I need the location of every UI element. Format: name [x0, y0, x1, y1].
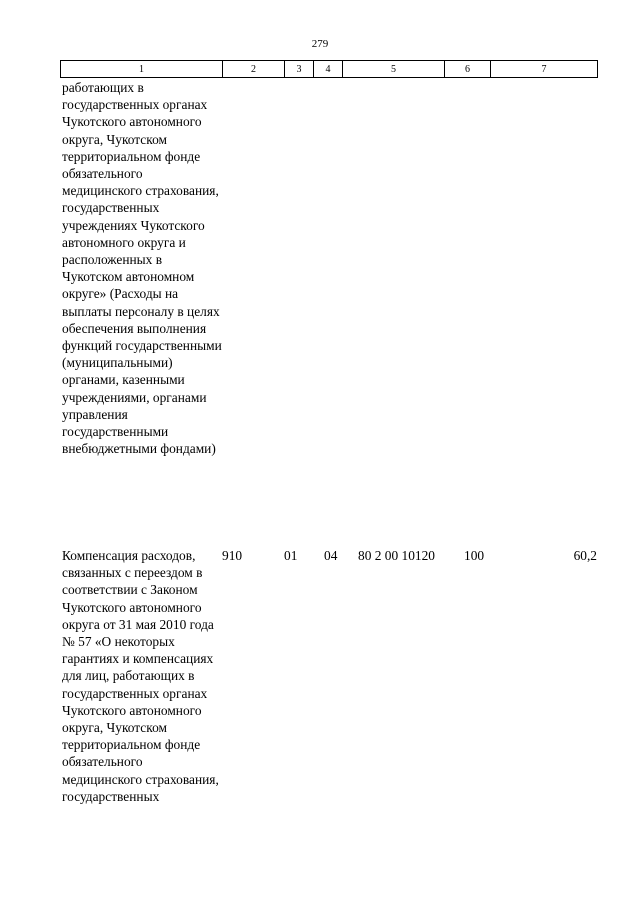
column-number: 1: [61, 61, 223, 78]
column-number-row: [61, 61, 598, 78]
section-code: 01: [284, 548, 298, 563]
target-article-code: 80 2 00 10120: [358, 548, 435, 563]
column-number: 5: [343, 61, 445, 78]
column-number: 4: [314, 61, 343, 78]
amount-value: 60,2: [573, 548, 597, 563]
subsection-code: 04: [324, 548, 338, 563]
column-number: 6: [445, 61, 491, 78]
expense-type-code: 100: [464, 548, 485, 563]
row-description: Компенсация расходов, связанных с переездом в соответствии с Законом Чукотского автономного округа от 31 мая 2010 года № 57 «О некоторых гарантиях и компенсациях для лиц, работающих в государственных органах Чукотского автономного округа, Чукотском территориальном фонде обязательного медицинского страхования, государственных: [62, 548, 219, 804]
ministry-code: 910: [222, 548, 243, 563]
column-header-table: [60, 60, 598, 78]
page-number: 279: [311, 38, 329, 50]
column-number: 2: [223, 61, 285, 78]
column-number: 3: [285, 61, 314, 78]
column-number: 7: [491, 61, 598, 78]
row-description: работающих в государственных органах Чукотского автономного округа, Чукотском территориальном фонде обязательного медицинского страхования, государственных учреждениях Чукотского автономного округа и расположенных в Чукотском автономном округе» (Расходы на выплаты персоналу в целях обеспечения выполнения функций государственными (муниципальными) органами, казенными учреждениями, органами управления государственными внебюджетными фондами): [62, 80, 222, 457]
